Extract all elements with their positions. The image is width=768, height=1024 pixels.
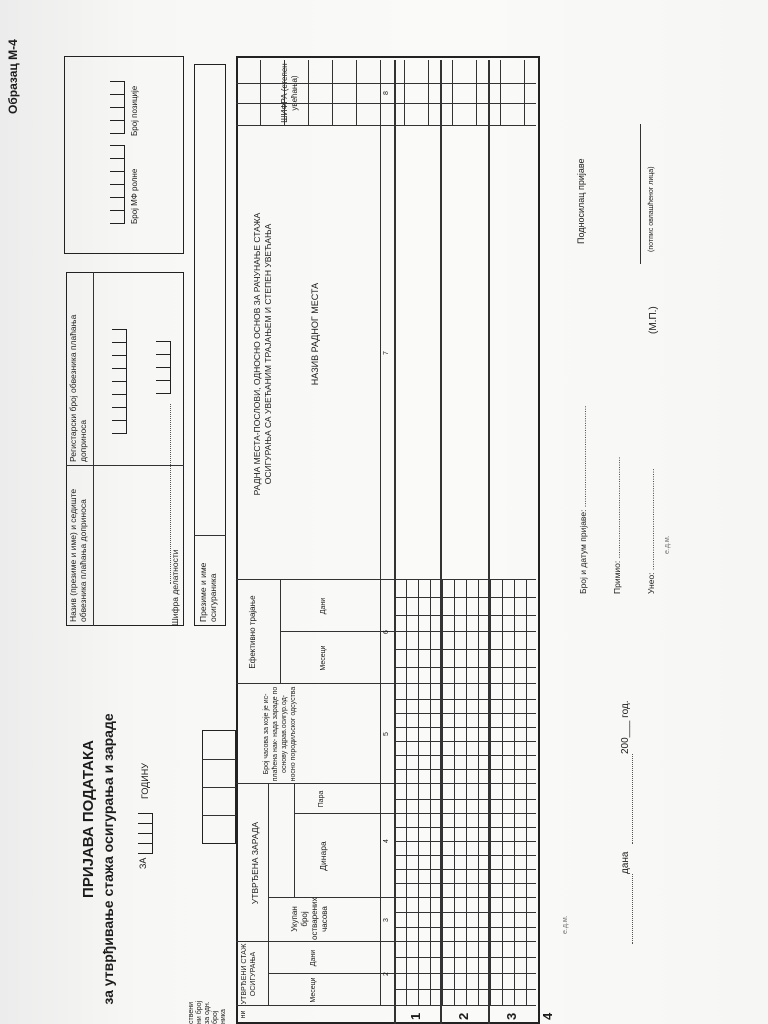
- form-subtitle: за утврђивање стажа осигурања и зараде: [100, 713, 116, 1005]
- eff-months-header: Месеци: [320, 645, 327, 671]
- mf-reel-field[interactable]: [110, 145, 125, 224]
- signature-line[interactable]: [640, 124, 641, 264]
- mf-reel-label: Број МФ ролне: [130, 168, 139, 224]
- positions-header: РАДНА МЕСТА-ПОСЛОВИ, ОДНОСНО ОСНОВ ЗА РАЧУНАЊЕ СТАЖА ОСИГУРАЊА СА УВЕЋАНИМ ТРАЈАЊЕМ И СТЕПЕН УВЕЋАЊА: [252, 212, 273, 496]
- form-title: ПРИЈАВА ПОДАТАКА: [80, 740, 97, 898]
- reg-number-label: Регистарски број обвезника плаћања доприноса: [68, 314, 88, 462]
- ldm-mark: е.д.м.: [562, 915, 569, 934]
- row-number: 1: [408, 1012, 423, 1020]
- days-header: Дани: [310, 949, 317, 967]
- signature-label: (потпис овлашћеног лица): [648, 166, 655, 252]
- eff-days-header: Дани: [320, 597, 327, 615]
- left-label: ника: [220, 1009, 227, 1024]
- day-label: дана: [620, 851, 631, 874]
- submitter-label: Подносилац пријаве: [576, 158, 586, 244]
- col-number: 7: [383, 351, 390, 355]
- left-labels: [188, 1001, 228, 1024]
- months-header: Месеци: [310, 977, 317, 1003]
- col-number: 2: [383, 972, 390, 976]
- left-label: ствени: [188, 1001, 195, 1024]
- insurance-period-header: УТВРЂЕНИ СТАЖ ОСИГУРАЊА: [241, 943, 257, 1005]
- year-prefix: ЗА: [138, 857, 148, 869]
- para-header: Пара: [318, 790, 325, 808]
- col-number: 6: [383, 630, 390, 634]
- ldm-mark: е.д.м.: [664, 535, 671, 554]
- col1-partial-label: ни: [240, 1010, 247, 1019]
- reg-number-field[interactable]: [112, 329, 127, 434]
- effective-duration-header: Ефективно трајање: [248, 595, 257, 669]
- position-name-header: НАЗИВ РАДНОГ МЕСТА: [310, 282, 320, 386]
- col-number: 3: [383, 918, 390, 922]
- employer-name-label: Назив (презиме и име) и седиште обвезника плаћања доприноса: [68, 488, 88, 622]
- code-header: ШИФРА (степен увећања): [280, 63, 299, 123]
- position-label: Број позиције: [130, 85, 139, 136]
- hours-header: Укупан број остварених часова: [290, 897, 329, 940]
- insured-name-label: Презиме и име осигураника: [198, 562, 218, 622]
- hours-compensation-header: Број часова за које је ис- плаћена нак- нада зараде по основу здрав.осигур.од- носно породиљског одсуства: [263, 686, 297, 782]
- left-label: ни број: [196, 1000, 203, 1024]
- entered-label: Унео: ...........................................: [646, 468, 656, 594]
- col-number: 5: [383, 732, 390, 736]
- row-number: 2: [456, 1012, 471, 1020]
- row-number: 4: [540, 1012, 555, 1020]
- year-field[interactable]: [138, 813, 153, 854]
- reg-number-extra-field[interactable]: [156, 341, 171, 394]
- col-number: 4: [383, 839, 390, 843]
- activity-code-label: Шифра делатности: [170, 549, 180, 626]
- year-label: 200___ год.: [620, 700, 631, 754]
- year-suffix: ГОДИНУ: [140, 763, 150, 799]
- col-number: 8: [383, 91, 390, 95]
- salary-header: УТВРЂЕНА ЗАРАДА: [250, 821, 260, 905]
- position-field[interactable]: [110, 81, 125, 134]
- number-date-label: Број и датум пријаве: ...........................................: [578, 405, 588, 594]
- form-code: Образац М-4: [6, 39, 20, 114]
- left-label: број: [212, 1010, 219, 1024]
- stamp-placeholder: (М.П.): [648, 306, 659, 334]
- left-label: за одн.: [204, 1001, 211, 1024]
- row-number: 3: [504, 1012, 519, 1020]
- received-label: Примио: ...........................................: [612, 456, 622, 594]
- dinars-header: Динара: [318, 841, 328, 871]
